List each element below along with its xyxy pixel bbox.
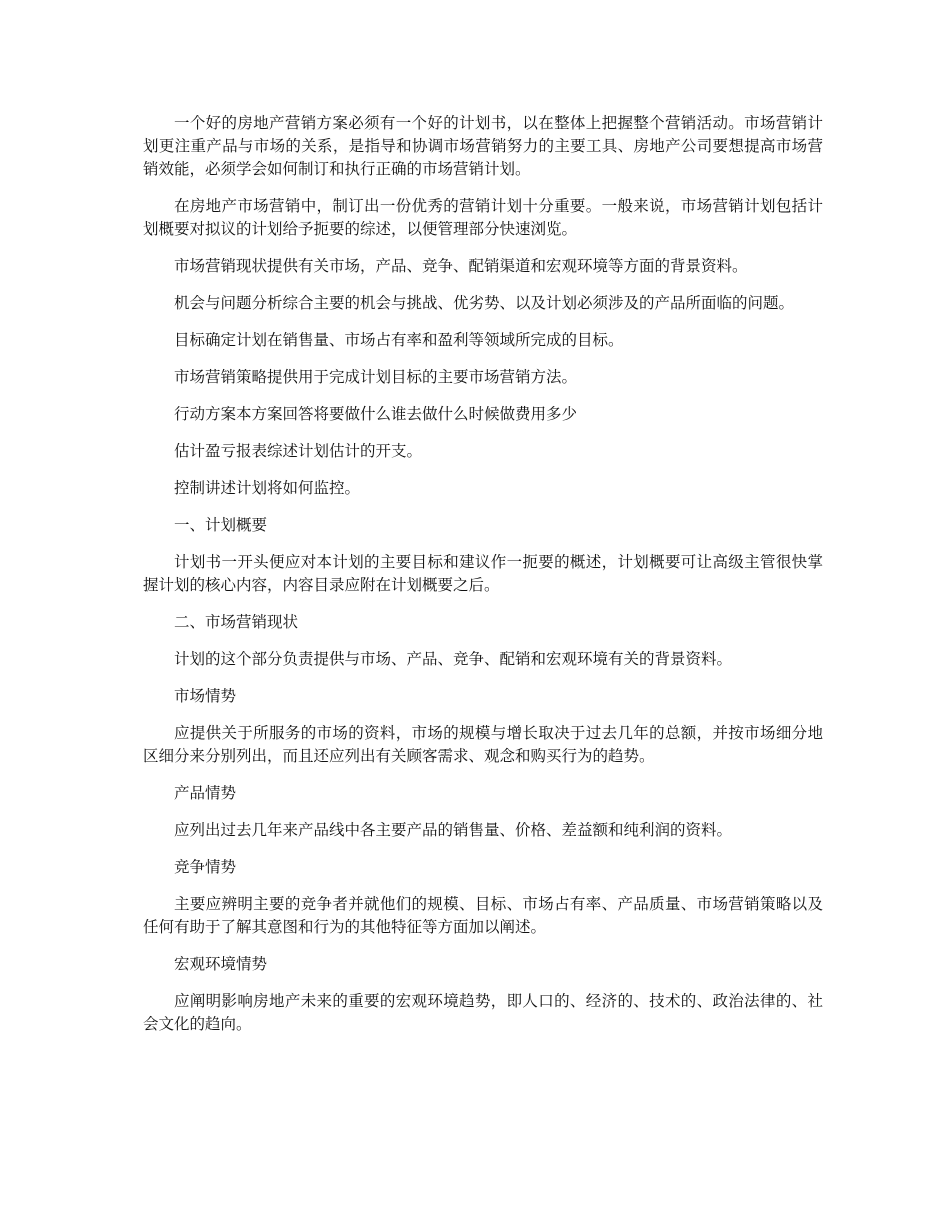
subheading-product-situation: 产品情势 <box>174 784 237 802</box>
paragraph-intro: 一个好的房地产营销方案必须有一个好的计划书，以在整体上把握整个营销活动。市场营销计划更注重产品与市场的关系，是指导和协调市场营销努力的主要工具、房地产公司要想提高市场营销效能，必须学会如何制订和执行正确的市场营销计划。 <box>143 114 823 178</box>
paragraph-opportunity-analysis: 机会与问题分析综合主要的机会与挑战、优劣势、以及计划必须涉及的产品所面临的问题。 <box>174 294 795 312</box>
paragraph-plan-importance: 在房地产市场营销中，制订出一份优秀的营销计划十分重要。一般来说，市场营销计划包括计划概要对拟议的计划给予扼要的综述，以便管理部分快速浏览。 <box>143 197 823 238</box>
paragraph-market-status-detail: 计划的这个部分负责提供与市场、产品、竞争、配销和宏观环境有关的背景资料。 <box>174 650 733 668</box>
paragraph-objectives: 目标确定计划在销售量、市场占有率和盈利等领域所完成的目标。 <box>174 331 624 349</box>
subheading-macro-environment: 宏观环境情势 <box>174 955 268 973</box>
document-body <box>143 112 823 1050</box>
subheading-competition-situation: 竞争情势 <box>174 858 237 876</box>
paragraph-market-situation: 应提供关于所服务的市场的资料，市场的规模与增长取决于过去几年的总额，并按市场细分地区细分来分别列出，而且还应列出有关顾客需求、观念和购买行为的趋势。 <box>143 724 823 765</box>
paragraph-macro-environment: 应阐明影响房地产未来的重要的宏观环境趋势，即人口的、经济的、技术的、政治法律的、社会文化的趋向。 <box>143 992 823 1033</box>
paragraph-competition-situation: 主要应辨明主要的竞争者并就他们的规模、目标、市场占有率、产品质量、市场营销策略以及任何有助于了解其意图和行为的其他特征等方面加以阐述。 <box>143 895 823 936</box>
paragraph-action-plan: 行动方案本方案回答将要做什么谁去做什么时候做费用多少 <box>174 405 578 423</box>
paragraph-market-status: 市场营销现状提供有关市场，产品、竞争、配销渠道和宏观环境等方面的背景资料。 <box>174 257 748 275</box>
section-heading-plan-summary: 一、计划概要 <box>174 516 268 534</box>
section-heading-market-status: 二、市场营销现状 <box>174 613 299 631</box>
paragraph-profit-loss: 估计盈亏报表综述计划估计的开支。 <box>174 442 423 460</box>
paragraph-product-situation: 应列出过去几年来产品线中各主要产品的销售量、价格、差益额和纯利润的资料。 <box>174 821 733 839</box>
paragraph-plan-summary: 计划书一开头便应对本计划的主要目标和建议作一扼要的概述，计划概要可让高级主管很快掌握计划的核心内容，内容目录应附在计划概要之后。 <box>143 553 823 594</box>
subheading-market-situation: 市场情势 <box>174 687 237 705</box>
paragraph-control: 控制讲述计划将如何监控。 <box>174 479 361 497</box>
paragraph-strategy: 市场营销策略提供用于完成计划目标的主要市场营销方法。 <box>174 368 578 386</box>
